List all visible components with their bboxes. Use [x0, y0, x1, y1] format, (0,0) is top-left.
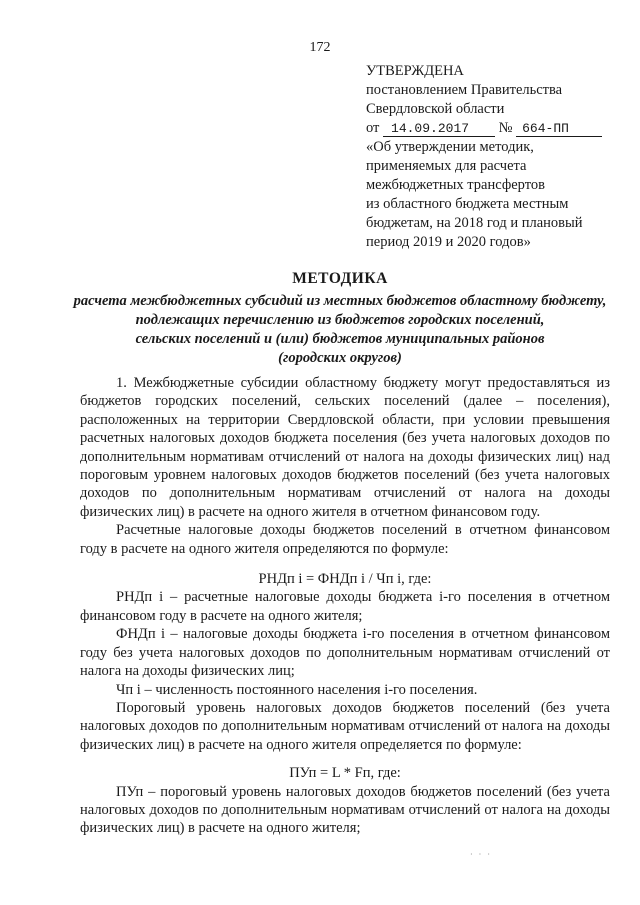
decree-number: 664-ПП — [516, 121, 602, 137]
definition-rnd: РНДп i – расчетные налоговые доходы бюджета i-го поселения в отчетном финансовом году в расчете на одного жителя; — [80, 589, 610, 624]
approval-about-line: применяемых для расчета — [366, 158, 527, 174]
document-subtitle-line: расчета межбюджетных субсидий из местных бюджетов областному бюджету, — [73, 293, 607, 309]
definition-pu: ПУп – пороговый уровень налоговых доходов бюджетов поселений (без учета налоговых доходов по дополнительным нормативам отчислений от налога на доходы физических лиц) в расчете на одного жителя; — [80, 783, 610, 837]
paragraph-2: Расчетные налоговые доходы бюджетов поселений в отчетном финансовом году в расчете на одного жителя определяются по формуле: — [80, 522, 610, 557]
approval-line: постановлением Правительства — [366, 82, 563, 98]
document-subtitle-line: подлежащих перечислению из бюджетов городских поселений, — [135, 312, 545, 328]
document-subtitle-line: (городских округов) — [278, 350, 402, 366]
definition-ch: Чп i – численность постоянного населения i-го поселения. — [116, 681, 478, 698]
approval-about-line: из областного бюджета местным — [366, 196, 569, 212]
document-body — [80, 374, 610, 838]
document-header — [60, 270, 620, 368]
paragraph-threshold: Пороговый уровень налоговых доходов бюджетов поселений (без учета налоговых доходов по дополнительным нормативам отчислений от налога на доходы физических лиц) в расчете на одного жителя определяется по формуле: — [80, 699, 610, 753]
from-label: от — [366, 120, 380, 136]
paragraph-1: 1. Межбюджетные субсидии областному бюджету могут предоставляться из бюджетов городских поселений, сельских поселений (далее – поселения), расположенных на территории Свердловской области, при условии превышения расчетных налоговых доходов бюджета поселения (без учета налоговых доходов по дополнительным нормативам отчислений от налога на доходы физических лиц) над пороговым уровнем налоговых доходов бюджетов поселений (без учета налоговых доходов по дополнительным нормативам отчислений от налога на доходы физических лиц) в расчете на одного жителя в отчетном финансовом году. — [80, 375, 610, 520]
approval-block — [366, 62, 626, 252]
document-title: МЕТОДИКА — [292, 270, 388, 287]
approval-about-line: межбюджетных трансфертов — [366, 177, 545, 193]
page-number: 172 — [309, 40, 331, 55]
approval-about-line: бюджетам, на 2018 год и плановый — [366, 215, 583, 231]
formula-pu: ПУп = L * Fп, где: — [289, 765, 401, 782]
definition-fnd: ФНДп i – налоговые доходы бюджета i-го поселения в отчетном финансовом году без учета налоговых доходов по дополнительным нормативам отчислений от налога на доходы физических лиц; — [80, 626, 610, 680]
document-subtitle-line: сельских поселений и (или) бюджетов муниципальных районов — [135, 331, 545, 347]
approval-line: Свердловской области — [366, 101, 505, 117]
approval-about-line: «Об утверждении методик, — [366, 139, 534, 155]
approval-date-line — [366, 119, 626, 138]
approval-about-line: период 2019 и 2020 годов» — [366, 234, 531, 250]
number-label: № — [498, 120, 513, 136]
scan-artifact: · · · — [470, 850, 492, 859]
formula-rnd: РНДп i = ФНДп i / Чп i, где: — [258, 571, 432, 588]
approval-title: УТВЕРЖДЕНА — [366, 63, 464, 79]
decree-date: 14.09.2017 — [383, 121, 495, 137]
